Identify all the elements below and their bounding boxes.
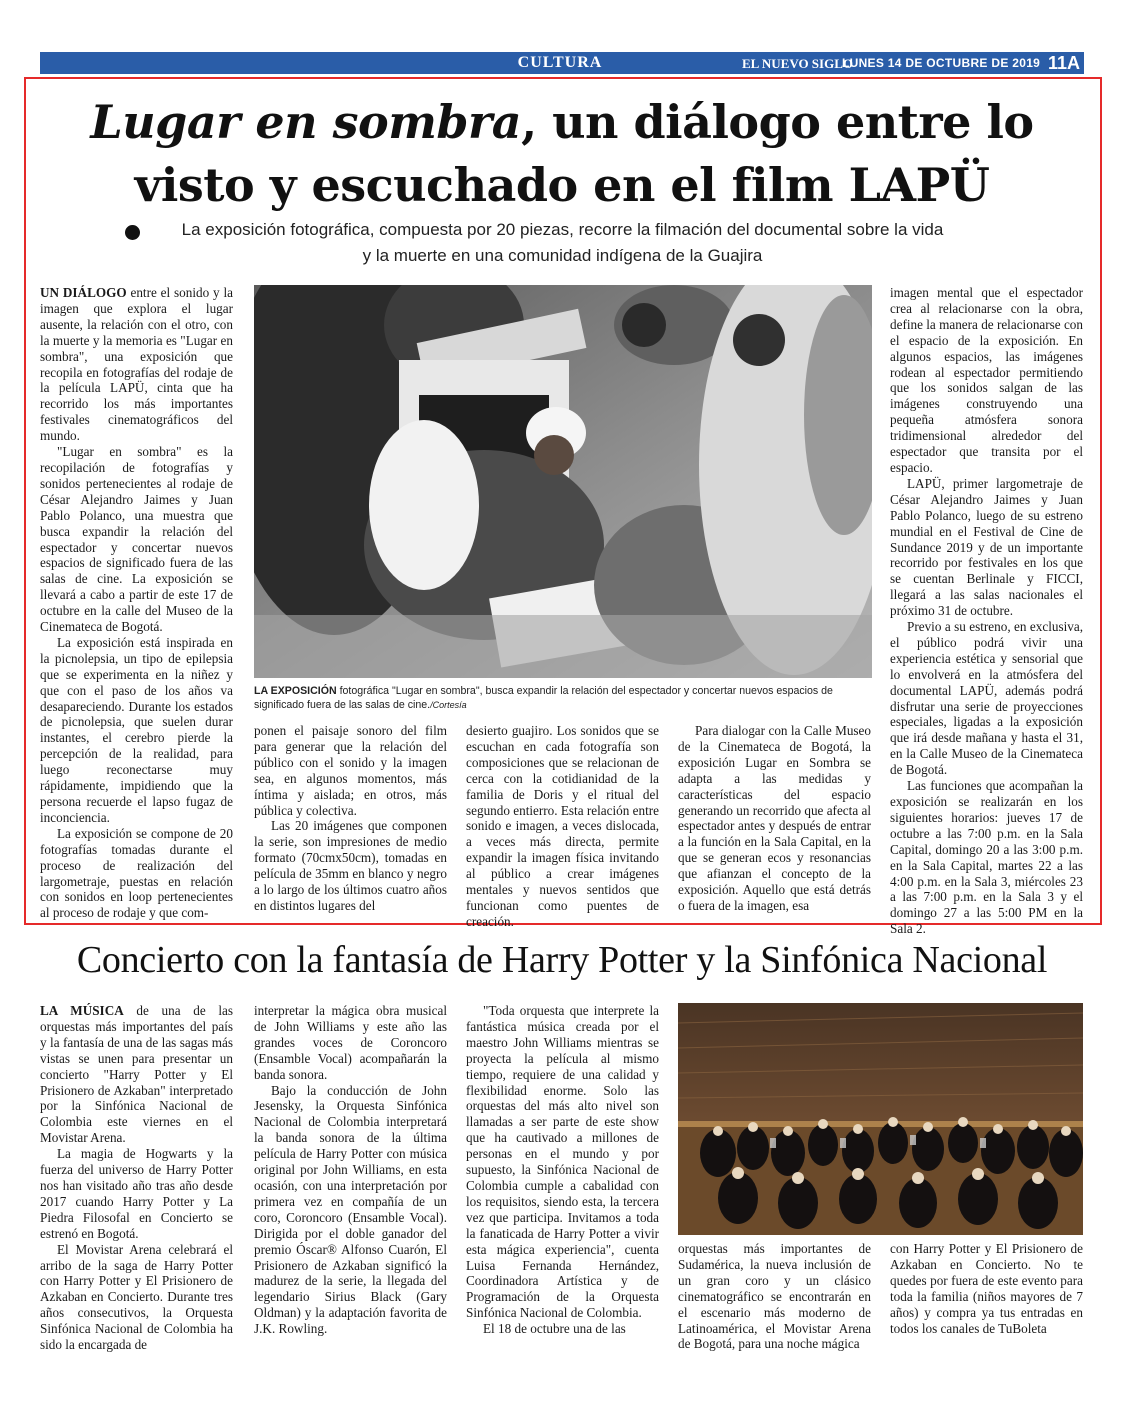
article1-column-5 bbox=[890, 285, 1083, 937]
article2-column-1 bbox=[40, 1003, 233, 1353]
paragraph: La exposición se compone de 20 fotografías tomadas durante el proceso de realización del largometraje, puestas en relación con sonidos en loop pertenecientes al proceso de rodaje y que com- bbox=[40, 825, 233, 921]
paragraph: "Toda orquesta que interprete la fantástica música creada por el maestro John Williams mientras se proyecta la película al mismo tiempo, requiere de una calidad y flexibilidad enorme. Solo las orquestas del más alto nivel son llamadas a ser parte de este show que ha cautivado a millones de personas en el mundo y por supuesto, la Sinfónica Nacional de Colombia cumple a cabalidad con los requisitos, siendo esta, la tercera vez que participa. Invitamos a toda la fanaticada de Harry Potter a vivir esta mágica experiencia", cuenta Luisa Fernanda Hernández, Coordinadora Artística y de Programación de la Orquesta Sinfónica Nacional de Colombia. bbox=[466, 1003, 659, 1321]
exhibition-photo bbox=[254, 285, 872, 678]
paragraph: imagen mental que el espectador crea al relacionarse con la obra, define la manera de relacionarse con el espacio de la exposición. En algunos espacios, las imágenes rodean al espectador permitiendo que los sonidos salgan de las imágenes construyendo una pequeña atmósfera sonora tridimensional alrededor del espectador que transita por el espacio. bbox=[890, 285, 1083, 475]
issue-date: LUNES 14 DE OCTUBRE DE 2019 bbox=[842, 56, 1041, 70]
paragraph: Para dialogar con la Calle Museo de la Cinemateca de Bogotá, la exposición Lugar en Sombra se adapta a las medidas y características del espacio generando un recorrido que afecta al espectador antes y después de entrar a la función en la Sala Capital, en la que se generan ecos y resonancias que afianzan el concepto de la exposición. Aquello que está detrás o fuera de la imagen, esa bbox=[678, 723, 871, 913]
article1-column-1 bbox=[40, 285, 233, 921]
newspaper-name: EL NUEVO SIGLO bbox=[742, 56, 853, 71]
photo-credit: /Cortesía bbox=[430, 700, 467, 710]
paragraph: con Harry Potter y El Prisionero de Azkaban en Concierto. No te quedes por fuera de este evento para toda la familia (niños mayores de 7 años) y compra ya tus entradas en todos los canales de TuBoleta bbox=[890, 1241, 1083, 1336]
caption-lead: LA EXPOSICIÓN bbox=[254, 685, 337, 697]
photo-illustration bbox=[678, 1003, 1083, 1235]
paragraph: ponen el paisaje sonoro del film para generar que la relación del público con el sonido y la imagen sea, en algunos momentos, más íntima y aislada; en otros, más pública y colectiva. bbox=[254, 723, 447, 818]
paragraph: Previo a su estreno, en exclusiva, el público podrá vivir una experiencia estética y sensorial que lo envolverá en la atmósfera del documental LAPÜ, además podrá disfrutar una serie de proyecciones especiales, ligadas a la exposición que irá desde mañana y hasta el 31, en la Calle Museo de la Cinemateca de Bogotá. bbox=[890, 619, 1083, 778]
paragraph: Las funciones que acompañan la exposición se realizarán en los siguientes horarios: jueves 17 de octubre a las 7:00 p.m. en la Sala Capital, domingo 20 a las 3:00 p.m. en la Sala Capital, martes 22 a las 4:00 p.m. en la Sala 3, miércoles 23 a las 7:00 p.m. en la Sala 3 y el domingo 27 a las 5:00 PM en la Sala 2. bbox=[890, 778, 1083, 937]
article2-column-2 bbox=[254, 1003, 447, 1337]
article2-column-5 bbox=[890, 1241, 1083, 1336]
article1-subheadline-line2: y la muerte en una comunidad indígena de la Guajira bbox=[362, 246, 763, 265]
article1-headline-line1 bbox=[40, 95, 1084, 149]
headline-italic-title: Lugar en sombra bbox=[90, 95, 522, 149]
paragraph: La magia de Hogwarts y la fuerza del universo de Harry Potter nos han visitado año tras año desde 2017 cuando Harry Potter y La Piedra Filosofal en Concierto se estrenó en Bogotá. bbox=[40, 1146, 233, 1241]
paragraph bbox=[40, 285, 233, 444]
paragraph bbox=[40, 1003, 233, 1146]
article1-headline-line2: visto y escuchado en el film LAPÜ bbox=[134, 158, 990, 212]
paragraph-text: entre el sonido y la imagen que explora el lugar ausente, la relación con el otro, con la muerte y la memoria es "Lugar en sombra", una exposición que recopila en fotografías del rodaje de la película LAPÜ, cinta que ha recorrido los más importantes festivales cinematográficos del mundo. bbox=[40, 285, 234, 444]
paragraph: La exposición está inspirada en la picnolepsia, un tipo de epilepsia que se experimenta en la niñez y que con el paso de los años va desapareciendo. Durante los estados de picnolepsia, que suelen durar instantes, el cerebro pierde la percepción de la realidad, para luego reconectarse muy rápidamente, impidiendo que la persona recuerde el lapso fugaz de inconciencia. bbox=[40, 634, 233, 825]
paragraph: El Movistar Arena celebrará el arribo de la saga de Harry Potter con Harry Potter y El Prisionero de Azkaban en Concierto. Durante tres años consecutivos, la Orquesta Sinfónica Nacional de Colombia ha sido la encargada de bbox=[40, 1241, 233, 1353]
paragraph: Bajo la conducción de John Jesensky, la Orquesta Sinfónica Nacional de Colombia interpretará la banda sonora de la última película de Harry Potter con música original por John Williams, en esta ocasión, con una interpretación por primera vez en compañía de un coro, Coroncoro (Ensamble Vocal). Dirigida por el doble ganador del premio Óscar® Alfonso Cuarón, El Prisionero de Azkaban significó la madurez de la serie, la llegada del legendario Sirius Black (Gary Oldman) y la adaptación favorita de J.K. Rowling. bbox=[254, 1082, 447, 1337]
paragraph: orquestas más importantes de Sudamérica, la nueva inclusión de un gran coro y un clásico cinematográfico se encontrarán en el escenario más moderno de Latinoamérica, el Movistar Arena de Bogotá, para una noche mágica bbox=[678, 1241, 871, 1352]
orchestra-photo bbox=[678, 1003, 1083, 1235]
article1-subheadline-line1: La exposición fotográfica, compuesta por 20 piezas, recorre la filmación del documental sobre la vida bbox=[181, 220, 944, 239]
article2-column-4 bbox=[678, 1241, 871, 1352]
article2-headline: Concierto con la fantasía de Harry Potter y la Sinfónica Nacional bbox=[76, 939, 1048, 981]
paragraph: El 18 de octubre una de las bbox=[483, 1321, 626, 1337]
paragraph: interpretar la mágica obra musical de John Williams y este año las grandes voces de Coroncoro (Ensamble Vocal) acompañarán la banda sonora. bbox=[254, 1003, 447, 1082]
paragraph: desierto guajiro. Los sonidos que se escuchan en cada fotografía son composiciones que se relacionan de cerca con la cotidianidad de la familia de Doris y el ritual del segundo entierro. Esta relación entre sonido e imagen, a veces dislocada, a veces más directa, permite expandir la imagen física invitando al público a crear imágenes mentales y nuevos sentidos que funcionan como puentes de creación. bbox=[466, 723, 659, 929]
paragraph: LAPÜ, primer largometraje de César Alejandro Jaimes y Juan Pablo Polanco, luego de su estreno mundial en el Festival de Cine de Sundance 2019 y de un importante recorrido por festivales en los que se cuentan Berlinale y FICCI, llegará a las salas nacionales el próximo 31 de octubre. bbox=[890, 475, 1083, 619]
section-label: CULTURA bbox=[517, 54, 603, 71]
article1-column-3 bbox=[466, 723, 659, 930]
article1-column-2 bbox=[254, 723, 447, 914]
lead-in: LA MÚSICA bbox=[40, 1003, 124, 1018]
headline-rest: , un diálogo entre lo bbox=[521, 95, 1034, 149]
caption-text: fotográfica "Lugar en sombra", busca expandir la relación del espectador y concertar nuevos espacios de significado fuera de las salas de cine. bbox=[254, 685, 833, 711]
paragraph-text: de una de las orquestas más importantes del país y la fantasía de una de las sagas más vistas se unen para presentar un concierto "Harry Potter y El Prisionero de Azkaban" interpretado por la Sinfónica Nacional de Colombia este viernes en el Movistar Arena. bbox=[40, 1003, 234, 1146]
article2-column-3 bbox=[466, 1003, 659, 1337]
paragraph: Las 20 imágenes que componen la serie, son impresiones de medio formato (70cmx50cm), tomadas en película de 35mm en blanco y negro a lo largo de los últimos cuatro años en distintos lugares del bbox=[254, 818, 447, 913]
article1-column-4 bbox=[678, 723, 871, 914]
lead-in: UN DIÁLOGO bbox=[40, 285, 127, 300]
photo-caption bbox=[254, 684, 872, 712]
page-number: 11A bbox=[1047, 53, 1081, 73]
paragraph: "Lugar en sombra" es la recopilación de fotografías y sonidos pertenecientes al rodaje de César Alejandro Jaimes y Juan Pablo Polanco, una muestra que busca expandir la relación del espectador y concertar nuevos espacios de significado fuera de las salas de cine. La exposición se llevará a cabo a partir de este 17 de octubre en la calle del Museo de la Cinemateca de Bogotá. bbox=[40, 444, 233, 635]
photo-illustration bbox=[254, 285, 872, 678]
